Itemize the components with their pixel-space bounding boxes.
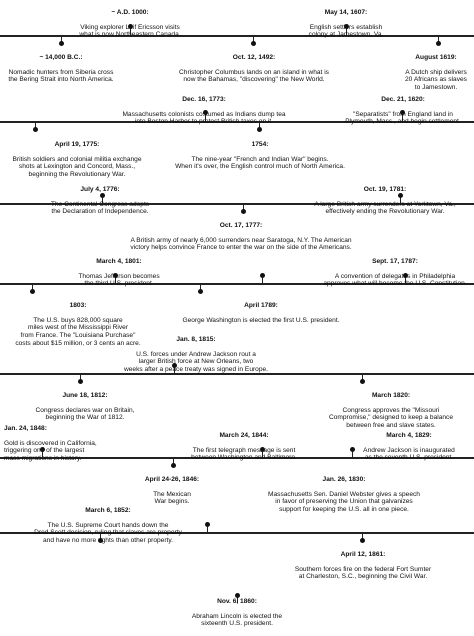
event-date: Oct. 17, 1777:: [219, 221, 263, 229]
event-date: 1803:: [69, 301, 87, 309]
event-1620: [334, 88, 472, 134]
event-date: Jan. 24, 1848:: [4, 424, 47, 432]
event-text: Congress declares war on Britain, beginning the War of 1812.: [35, 406, 135, 422]
event-text: Viking explorer Leif Ericsson visits what is now Northeastern Canada.: [79, 23, 181, 39]
event-text: Massachusetts colonists costumed as Indians dump tea into Boston Harbor to protest British taxes on it.: [122, 110, 286, 126]
event-date: March 1820:: [371, 391, 411, 399]
event-date: Nov. 6, 1860:: [217, 597, 257, 605]
event-text: A British army of nearly 6,000 surrenders near Saratoga, N.Y. The American victory helps convince France to enter the war on the side of the Americans.: [130, 236, 352, 252]
event-text: A Dutch ship delivers 20 Africans as slaves to Jamestown.: [405, 68, 467, 91]
event-text: The Continental Congress adopts the Declaration of Independence.: [50, 200, 150, 216]
event-text: The Mexican War begins.: [153, 490, 191, 506]
event-date: Oct. 12, 1492:: [232, 53, 276, 61]
event-1773: [104, 88, 304, 134]
event-date: August 1619:: [415, 53, 457, 61]
event-date: April 12, 1861:: [340, 550, 386, 558]
event-text: Congress approves the "Missouri Compromise," designed to keep a balance between free and slave states.: [328, 406, 454, 429]
event-1787: [318, 250, 472, 296]
event-date: Oct. 19, 1781:: [363, 185, 407, 193]
event-1852: [14, 499, 202, 552]
event-text: Southern forces fire on the federal Fort Sumter at Charleston, S.C., beginning the Civil War.: [294, 565, 432, 581]
event-14000bc: [2, 46, 120, 92]
event-marker: [205, 522, 210, 527]
event-1848: [4, 417, 134, 470]
event-date: March 24, 1844:: [219, 431, 269, 439]
event-text: "Separatists" from England land in Plymouth, Mass., and begin settlement.: [345, 110, 461, 126]
event-1860: [172, 590, 302, 636]
event-date: Jan. 26, 1830:: [322, 475, 366, 483]
event-1789: [166, 294, 356, 332]
event-date: Dec. 16, 1773:: [182, 95, 226, 103]
event-date: May 14, 1607:: [324, 8, 368, 16]
event-text: Christopher Columbus lands on an island in what is now the Bahamas, "discovering" the New World.: [179, 68, 329, 84]
event-1844: [176, 424, 312, 470]
event-text: The first telegraph message is sent between Washington and Baltimore.: [191, 446, 297, 462]
event-text: British soldiers and colonial militia exchange shots at Lexington and Concord, Mass., beginning the Revolutionary War.: [12, 155, 142, 178]
event-1492: [156, 46, 352, 92]
event-text: A convention of delegates in Philadelphia approves what will become the U.S. Constitution.: [323, 272, 467, 288]
event-date: Dec. 21, 1620:: [381, 95, 425, 103]
event-1754: [160, 133, 360, 179]
event-text: Nomadic hunters from Siberia cross the Bering Strait into North America.: [8, 68, 114, 84]
event-text: Andrew Jackson is inaugurated as the seventh U.S. president.: [363, 446, 455, 462]
event-text: Gold is discovered in California, triggering one of the largest mass migrations in history.: [4, 439, 97, 462]
event-1830: [236, 468, 452, 521]
event-text: Massachusetts Sen. Daniel Webster gives a speech in favor of preserving the Union that galvanizes support for keeping the U.S. all in one piece.: [268, 490, 420, 513]
event-text: A large British army surrenders at Yorktown, Va., effectively ending the Revolutionary War.: [314, 200, 456, 216]
event-date: Sept. 17, 1787:: [372, 257, 418, 265]
event-date: April 1789:: [244, 301, 278, 309]
event-1861: [270, 543, 456, 589]
event-text: U.S. forces under Andrew Jackson rout a larger British force at New Orleans, two weeks after a peace treaty was signed in Europe.: [123, 350, 269, 373]
event-1815: [106, 328, 286, 381]
event-text: Abraham Lincoln is elected the sixteenth U.S. president.: [191, 612, 283, 628]
event-date: April 19, 1775:: [54, 140, 100, 148]
event-date: June 18, 1812:: [62, 391, 108, 399]
event-1607: [290, 1, 402, 47]
event-date: ~ A.D. 1000:: [111, 8, 149, 16]
event-date: March 6, 1852:: [85, 506, 131, 514]
event-text: The U.S. buys 828,000 square miles west of the Mississippi River from France. The "Louisiana Purchase" costs about $15 million, or 3 cents an acre.: [15, 316, 141, 347]
event-date: 1754:: [251, 140, 269, 148]
event-text: George Washington is elected the first U.S. president.: [182, 316, 340, 324]
event-text: The nine-year "French and Indian War" begins. When it's over, the English control much of North America.: [175, 155, 345, 171]
event-ad-1000: [70, 1, 190, 47]
event-text: Thomas Jefferson becomes the third U.S. president.: [78, 272, 160, 288]
event-date: March 4, 1801:: [96, 257, 142, 265]
event-1829: [348, 424, 470, 470]
event-date: March 4, 1829:: [386, 431, 432, 439]
event-marker: [260, 273, 265, 278]
event-date: April 24-26, 1846:: [144, 475, 200, 483]
event-date: ~ 14,000 B.C.:: [39, 53, 83, 61]
event-marker: [33, 127, 38, 132]
event-date: July 4, 1776:: [80, 185, 120, 193]
event-1801: [64, 250, 174, 296]
event-text: English settlers establish colony at Jamestown, Va.: [308, 23, 384, 39]
event-date: Jan. 8, 1815:: [176, 335, 216, 343]
event-text: The U.S. Supreme Court hands down the Dred Scott decision, ruling that slaves are property and have no more rights than other property.: [34, 521, 182, 544]
